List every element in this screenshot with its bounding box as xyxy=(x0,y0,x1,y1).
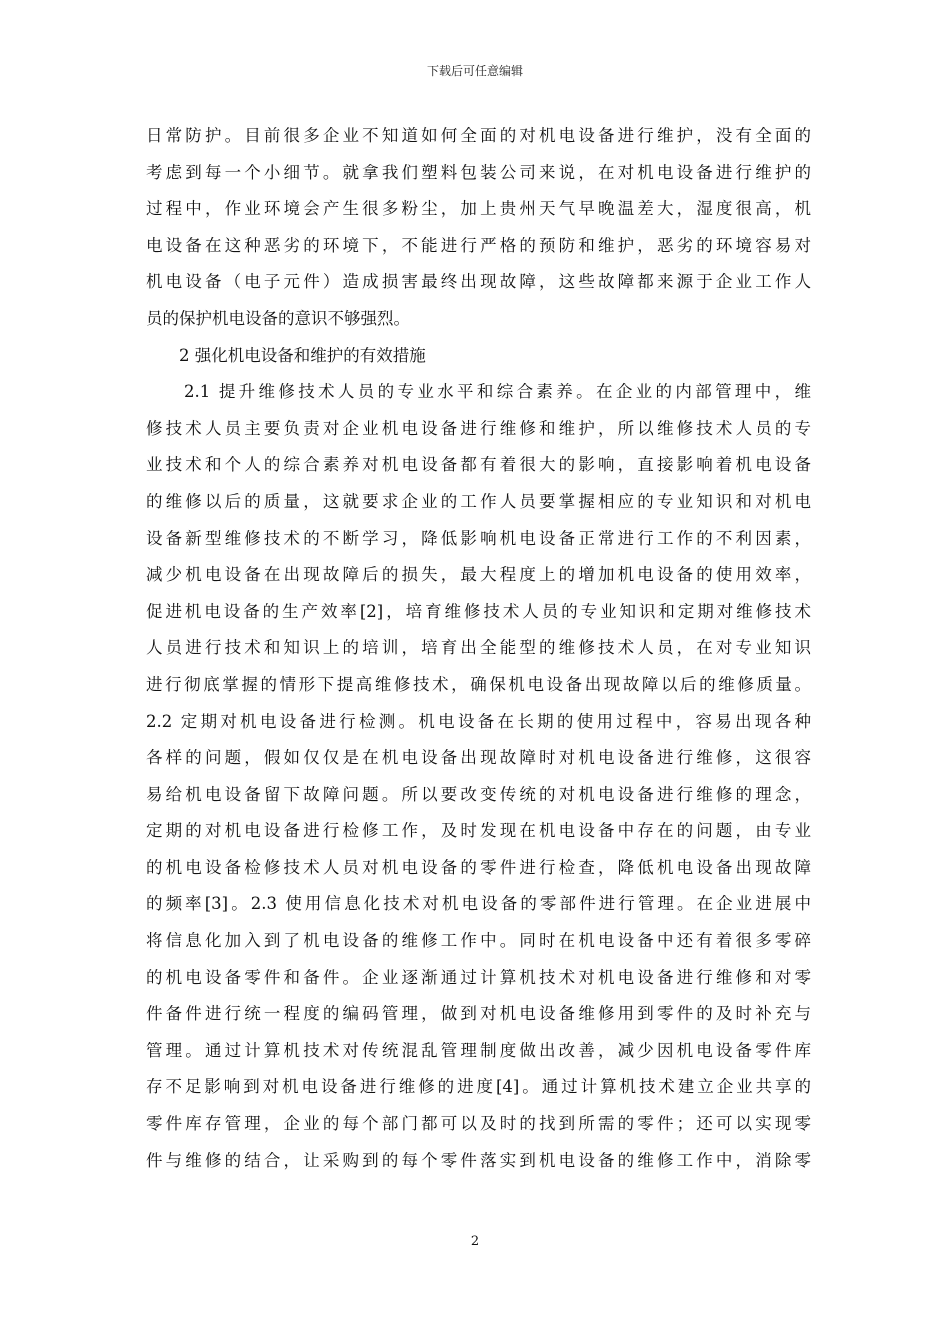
text-line: 电设备在这种恶劣的环境下，不能进行严格的预防和维护，恶劣的环境容易对 xyxy=(146,235,811,255)
text-line: 修技术人员主要负责对企业机电设备进行维修和维护，所以维修技术人员的专 xyxy=(146,418,811,438)
document-body xyxy=(146,118,811,1179)
text-line: 考虑到每一个小细节。就拿我们塑料包装公司来说，在对机电设备进行维护的 xyxy=(146,162,811,182)
text-line: 管理。通过计算机技术对传统混乱管理制度做出改善，减少因机电设备零件库 xyxy=(146,1040,811,1060)
page-header: 下载后可任意编辑 xyxy=(426,64,523,78)
section-heading: 2 强化机电设备和维护的有效措施 xyxy=(179,345,426,365)
text-line: 过程中，作业环境会产生很多粉尘，加上贵州天气早晚温差大，湿度很高，机 xyxy=(146,199,811,219)
text-line: 各样的问题，假如仅仅是在机电设备出现故障时对机电设备进行维修，这很容 xyxy=(146,748,811,768)
text-line: 件与维修的结合，让采购到的每个零件落实到机电设备的维修工作中，消除零 xyxy=(146,1150,811,1170)
text-line: 进行彻底掌握的情形下提高维修技术，确保机电设备出现故障以后的维修质量。 xyxy=(146,674,811,694)
text-line: 机电设备（电子元件）造成损害最终出现故障，这些故障都来源于企业工作人 xyxy=(146,272,811,292)
text-line: 件备件进行统一程度的编码管理，做到对机电设备维修用到零件的及时补充与 xyxy=(146,1004,811,1024)
text-line: 的机电设备零件和备件。企业逐渐通过计算机技术对机电设备进行维修和对零 xyxy=(146,967,811,987)
text-line: 日常防护。目前很多企业不知道如何全面的对机电设备进行维护，没有全面的 xyxy=(146,126,811,145)
text-line: 人员进行技术和知识上的培训，培育出全能型的维修技术人员，在对专业知识 xyxy=(146,638,811,658)
text-line: 存不足影响到对机电设备进行维修的进度[4]。通过计算机技术建立企业共享的 xyxy=(146,1077,811,1097)
text-line: 设备新型维修技术的不断学习，降低影响机电设备正常进行工作的不利因素， xyxy=(146,528,811,548)
text-line: 将信息化加入到了机电设备的维修工作中。同时在机电设备中还有着很多零碎 xyxy=(146,931,811,951)
text-line: 减少机电设备在出现故障后的损失，最大程度上的增加机电设备的使用效率， xyxy=(146,565,811,585)
text-line: 促进机电设备的生产效率[2]，培育维修技术人员的专业知识和定期对维修技术 xyxy=(146,601,811,621)
text-line: 的维修以后的质量，这就要求企业的工作人员要掌握相应的专业知识和对机电 xyxy=(146,491,811,511)
text-line: 的机电设备检修技术人员对机电设备的零件进行检查，降低机电设备出现故障 xyxy=(146,857,811,877)
text-line: 易给机电设备留下故障问题。所以要改变传统的对机电设备进行维修的理念， xyxy=(146,784,811,804)
text-line: 的频率[3]。2.3 使用信息化技术对机电设备的零部件进行管理。在企业进展中 xyxy=(146,894,811,914)
text-line: 定期的对机电设备进行检修工作，及时发现在机电设备中存在的问题，由专业 xyxy=(146,821,811,841)
text-line: 2.1 提升维修技术人员的专业水平和综合素养。在企业的内部管理中，维 xyxy=(184,382,811,402)
page-number: 2 xyxy=(470,1234,480,1249)
text-line: 员的保护机电设备的意识不够强烈。 xyxy=(146,308,410,328)
text-line: 业技术和个人的综合素养对机电设备都有着很大的影响，直接影响着机电设备 xyxy=(146,455,811,475)
text-line: 2.2 定期对机电设备进行检测。机电设备在长期的使用过程中，容易出现各种 xyxy=(146,711,811,731)
text-line: 零件库存管理，企业的每个部门都可以及时的找到所需的零件；还可以实现零 xyxy=(146,1114,811,1134)
